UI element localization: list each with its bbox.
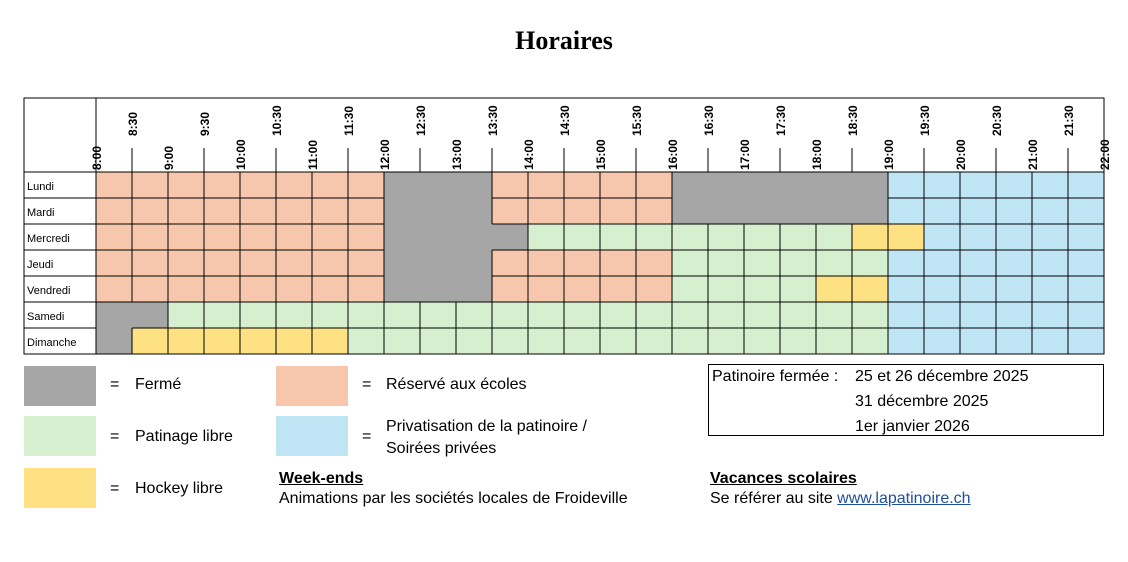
schedule-cell (600, 224, 636, 250)
schedule-cell (888, 250, 924, 276)
schedule-cell (204, 328, 240, 354)
schedule-cell (636, 224, 672, 250)
schedule-cell (852, 198, 888, 224)
schedule-cell (96, 276, 132, 302)
schedule-cell (384, 224, 420, 250)
schedule-cell (456, 328, 492, 354)
schedule-cell (348, 198, 384, 224)
time-label: 10:30 (270, 105, 284, 136)
schedule-cell (888, 302, 924, 328)
time-label: 11:00 (306, 139, 320, 170)
schedule-cell (960, 198, 996, 224)
closed-date-2: 31 décembre 2025 (855, 393, 989, 410)
schedule-cell (276, 276, 312, 302)
schedule-cell (420, 198, 456, 224)
schedule-cell (672, 276, 708, 302)
schedule-cell (600, 302, 636, 328)
legend-label-closed: Fermé (135, 376, 182, 393)
schedule-cell (456, 198, 492, 224)
legend-label-hockey: Hockey libre (135, 480, 224, 497)
schedule-cell (780, 328, 816, 354)
schedule-cell (852, 302, 888, 328)
legend-eq: = (110, 480, 120, 497)
closed-date-3: 1er janvier 2026 (855, 418, 970, 435)
schedule-cell (996, 172, 1032, 198)
schedule-cell (564, 198, 600, 224)
schedule-cell (780, 198, 816, 224)
schedule-cell (996, 224, 1032, 250)
page-title: Horaires (515, 26, 613, 55)
time-label: 18:00 (810, 139, 824, 170)
schedule-cell (672, 250, 708, 276)
schedule-cell (240, 172, 276, 198)
time-label: 19:30 (918, 105, 932, 136)
schedule-cell (420, 328, 456, 354)
schedule-cell (528, 198, 564, 224)
schedule-cell (1068, 172, 1104, 198)
schedule-cell (240, 224, 276, 250)
schedule-cell (744, 250, 780, 276)
schedule-cell (708, 198, 744, 224)
schedule-cell (420, 250, 456, 276)
schedule-cell (600, 198, 636, 224)
schedule-cell (384, 328, 420, 354)
schedule-cell (888, 276, 924, 302)
time-label: 8:00 (90, 145, 104, 170)
time-label: 13:00 (450, 139, 464, 170)
schedule-cell (636, 328, 672, 354)
schedule-cell (96, 328, 132, 354)
schedule-cell (672, 328, 708, 354)
time-label: 14:00 (522, 139, 536, 170)
schedule-cell (96, 172, 132, 198)
time-label: 12:00 (378, 139, 392, 170)
weekends-text: Animations par les sociétés locales de Froideville (279, 490, 628, 507)
time-label: 20:00 (954, 139, 968, 170)
schedule-cell (96, 198, 132, 224)
schedule-cell (780, 224, 816, 250)
schedule-cell (708, 172, 744, 198)
schedule-cell (996, 276, 1032, 302)
schedule-cell (528, 276, 564, 302)
schedule-cell (528, 172, 564, 198)
schedule-cell (672, 302, 708, 328)
schedule-cell (312, 172, 348, 198)
day-label: Dimanche (27, 337, 77, 349)
schedule-cell (240, 198, 276, 224)
schedule-cell (96, 302, 132, 328)
schedule-cell (1068, 328, 1104, 354)
time-label: 20:30 (990, 105, 1004, 136)
schedule-cell (276, 198, 312, 224)
legend-swatch-private (276, 416, 348, 456)
schedule-cell (744, 224, 780, 250)
closed-dates-box (708, 364, 1104, 436)
schedule-cell (204, 250, 240, 276)
schedule-cell (1068, 198, 1104, 224)
time-label: 19:00 (882, 139, 896, 170)
time-label: 9:30 (198, 111, 212, 136)
schedule-cell (96, 250, 132, 276)
time-label: 17:30 (774, 105, 788, 136)
schedule-cell (276, 328, 312, 354)
time-label: 9:00 (162, 145, 176, 170)
schedule-cell (1068, 302, 1104, 328)
schedule-cell (888, 172, 924, 198)
schedule-cell (492, 276, 528, 302)
legend-label-private-1: Privatisation de la patinoire / (386, 418, 587, 435)
schedule-cell (852, 172, 888, 198)
closed-label: Patinoire fermée : (712, 368, 839, 385)
legend-swatch-schools (276, 366, 348, 406)
schedule-cell (888, 328, 924, 354)
time-label: 10:00 (234, 139, 248, 170)
schedule-cell (564, 224, 600, 250)
schedule-cell (852, 276, 888, 302)
schedule-cell (132, 224, 168, 250)
schedule-cell (960, 276, 996, 302)
schedule-cell (996, 250, 1032, 276)
day-label: Samedi (27, 311, 65, 323)
day-label: Jeudi (27, 259, 54, 271)
time-label: 18:30 (846, 105, 860, 136)
schedule-cell (960, 250, 996, 276)
legend-eq: = (110, 376, 120, 393)
schedule-cell (780, 250, 816, 276)
schedule-cell (1068, 224, 1104, 250)
schedule-cell (384, 302, 420, 328)
schedule-cell (636, 198, 672, 224)
schedule-cell (492, 250, 528, 276)
schedule-cell (132, 328, 168, 354)
schedule-cell (276, 224, 312, 250)
schedule-cell (564, 302, 600, 328)
schedule-cell (600, 276, 636, 302)
closed-date-1: 25 et 26 décembre 2025 (855, 368, 1029, 385)
schedule-cell (528, 250, 564, 276)
schedule-cell (420, 224, 456, 250)
schedule-cell (816, 224, 852, 250)
schedule-cell (924, 224, 960, 250)
legend-label-schools: Réservé aux écoles (386, 376, 527, 393)
day-label: Lundi (27, 181, 54, 193)
holidays-heading: Vacances scolaires (710, 470, 857, 487)
schedule-cell (600, 172, 636, 198)
schedule-cell (348, 328, 384, 354)
legend-eq: = (362, 376, 372, 393)
schedule-cell (168, 172, 204, 198)
schedule-cell (816, 172, 852, 198)
schedule-cell (204, 276, 240, 302)
schedule-cell (1068, 250, 1104, 276)
schedule-cell (168, 224, 204, 250)
holidays-text (710, 490, 971, 508)
schedule-cell (420, 276, 456, 302)
schedule-cell (312, 250, 348, 276)
schedule-cell (924, 302, 960, 328)
legend-eq: = (110, 428, 120, 445)
schedule-cell (744, 302, 780, 328)
time-label: 22:00 (1098, 139, 1112, 170)
schedule-cell (204, 198, 240, 224)
schedule-cell (456, 250, 492, 276)
schedule-cell (996, 328, 1032, 354)
schedule-cell (672, 224, 708, 250)
schedule-cell (240, 276, 276, 302)
schedule-cell (564, 250, 600, 276)
schedule-cell (492, 302, 528, 328)
schedule-cell (852, 250, 888, 276)
schedule-cell (1032, 276, 1068, 302)
schedule-cell (348, 302, 384, 328)
website-link[interactable]: www.lapatinoire.ch (837, 490, 971, 507)
day-label: Mardi (27, 207, 55, 219)
schedule-cell (564, 172, 600, 198)
schedule-cell (708, 276, 744, 302)
schedule-cell (564, 276, 600, 302)
schedule-cell (348, 250, 384, 276)
schedule-cell (780, 172, 816, 198)
schedule-cell (960, 302, 996, 328)
schedule-cell (240, 302, 276, 328)
schedule-cell (456, 302, 492, 328)
day-label: Mercredi (27, 233, 70, 245)
schedule-cell (636, 250, 672, 276)
schedule-cell (564, 328, 600, 354)
schedule-cell (672, 172, 708, 198)
schedule-cell (852, 224, 888, 250)
legend-swatch-free-skating (24, 416, 96, 456)
schedule-cell (744, 328, 780, 354)
schedule-cell (708, 250, 744, 276)
day-label: Vendredi (27, 285, 71, 297)
schedule-cell (168, 328, 204, 354)
time-label: 14:30 (558, 105, 572, 136)
schedule-cell (924, 172, 960, 198)
time-label: 16:30 (702, 105, 716, 136)
schedule-cell (420, 172, 456, 198)
schedule-cell (1032, 198, 1068, 224)
schedule-cell (1032, 224, 1068, 250)
time-label: 16:00 (666, 139, 680, 170)
schedule-cell (456, 172, 492, 198)
weekends-heading: Week-ends (279, 470, 364, 487)
schedule-cell (816, 250, 852, 276)
time-label: 13:30 (486, 105, 500, 136)
schedule-cell (132, 302, 168, 328)
schedule-cell (384, 250, 420, 276)
legend-swatch-hockey (24, 468, 96, 508)
legend-label-private-2: Soirées privées (386, 440, 497, 457)
schedule-cell (960, 224, 996, 250)
schedule-cell (420, 302, 456, 328)
legend-swatch-closed (24, 366, 96, 406)
schedule-cell (528, 328, 564, 354)
schedule-cell (1032, 328, 1068, 354)
schedule-cell (744, 198, 780, 224)
schedule-cell (312, 224, 348, 250)
schedule-cell (996, 302, 1032, 328)
schedule-cell (600, 328, 636, 354)
schedule-cell (600, 250, 636, 276)
schedule-cell (816, 276, 852, 302)
schedule-cell (492, 328, 528, 354)
schedule-cell (132, 276, 168, 302)
schedule-cell (636, 302, 672, 328)
schedule-cell (204, 302, 240, 328)
schedule-cell (960, 328, 996, 354)
schedule-cell (636, 172, 672, 198)
schedule-cell (780, 276, 816, 302)
schedule-cell (348, 224, 384, 250)
schedule-cell (240, 328, 276, 354)
schedule-cell (312, 276, 348, 302)
schedule-cell (852, 328, 888, 354)
schedule-cell (924, 198, 960, 224)
schedule-cell (960, 172, 996, 198)
schedule-cell (744, 172, 780, 198)
schedule-cell (168, 198, 204, 224)
schedule-cell (1068, 276, 1104, 302)
schedule-cell (816, 328, 852, 354)
schedule-cell (888, 224, 924, 250)
schedule-cell (276, 172, 312, 198)
schedule-cell (816, 198, 852, 224)
schedule-cell (204, 172, 240, 198)
time-label: 8:30 (126, 111, 140, 136)
schedule-cell (636, 276, 672, 302)
schedule-cell (276, 250, 312, 276)
schedule-cell (528, 302, 564, 328)
schedule-cell (492, 224, 528, 250)
schedule-cell (492, 172, 528, 198)
schedule-cell (924, 250, 960, 276)
schedule-cell (888, 198, 924, 224)
schedule-cell (312, 302, 348, 328)
schedule-cell (924, 276, 960, 302)
schedule-cell (348, 172, 384, 198)
schedule-cell (780, 302, 816, 328)
schedule-cell (168, 250, 204, 276)
schedule-cell (132, 172, 168, 198)
schedule-cell (132, 198, 168, 224)
schedule-cell (240, 250, 276, 276)
schedule-cell (924, 328, 960, 354)
schedule-cell (312, 328, 348, 354)
schedule-cell (816, 302, 852, 328)
schedule-cell (384, 172, 420, 198)
schedule-cell (348, 276, 384, 302)
time-label: 17:00 (738, 139, 752, 170)
holidays-text-label: Se référer au site (710, 490, 838, 507)
schedule-cell (384, 276, 420, 302)
legend-label-free-skating: Patinage libre (135, 428, 233, 445)
schedule-cell (168, 276, 204, 302)
schedule-cell (168, 302, 204, 328)
schedule-cell (672, 198, 708, 224)
schedule-cell (384, 198, 420, 224)
schedule-cell (708, 224, 744, 250)
schedule-cell (276, 302, 312, 328)
schedule-cell (132, 250, 168, 276)
schedule-cell (996, 198, 1032, 224)
schedule-cell (456, 276, 492, 302)
schedule-cell (1032, 250, 1068, 276)
schedule-cell (744, 276, 780, 302)
time-label: 12:30 (414, 105, 428, 136)
legend-eq: = (362, 428, 372, 445)
time-label: 15:00 (594, 139, 608, 170)
schedule-cell (708, 328, 744, 354)
schedule-cell (528, 224, 564, 250)
schedule-cell (456, 224, 492, 250)
schedule-cell (708, 302, 744, 328)
schedule-cell (204, 224, 240, 250)
schedule-cell (1032, 302, 1068, 328)
time-label: 11:30 (342, 105, 356, 136)
time-label: 15:30 (630, 105, 644, 136)
schedule-cell (1032, 172, 1068, 198)
schedule-cell (312, 198, 348, 224)
schedule-cell (96, 224, 132, 250)
schedule-cell (492, 198, 528, 224)
time-label: 21:30 (1062, 105, 1076, 136)
time-label: 21:00 (1026, 139, 1040, 170)
